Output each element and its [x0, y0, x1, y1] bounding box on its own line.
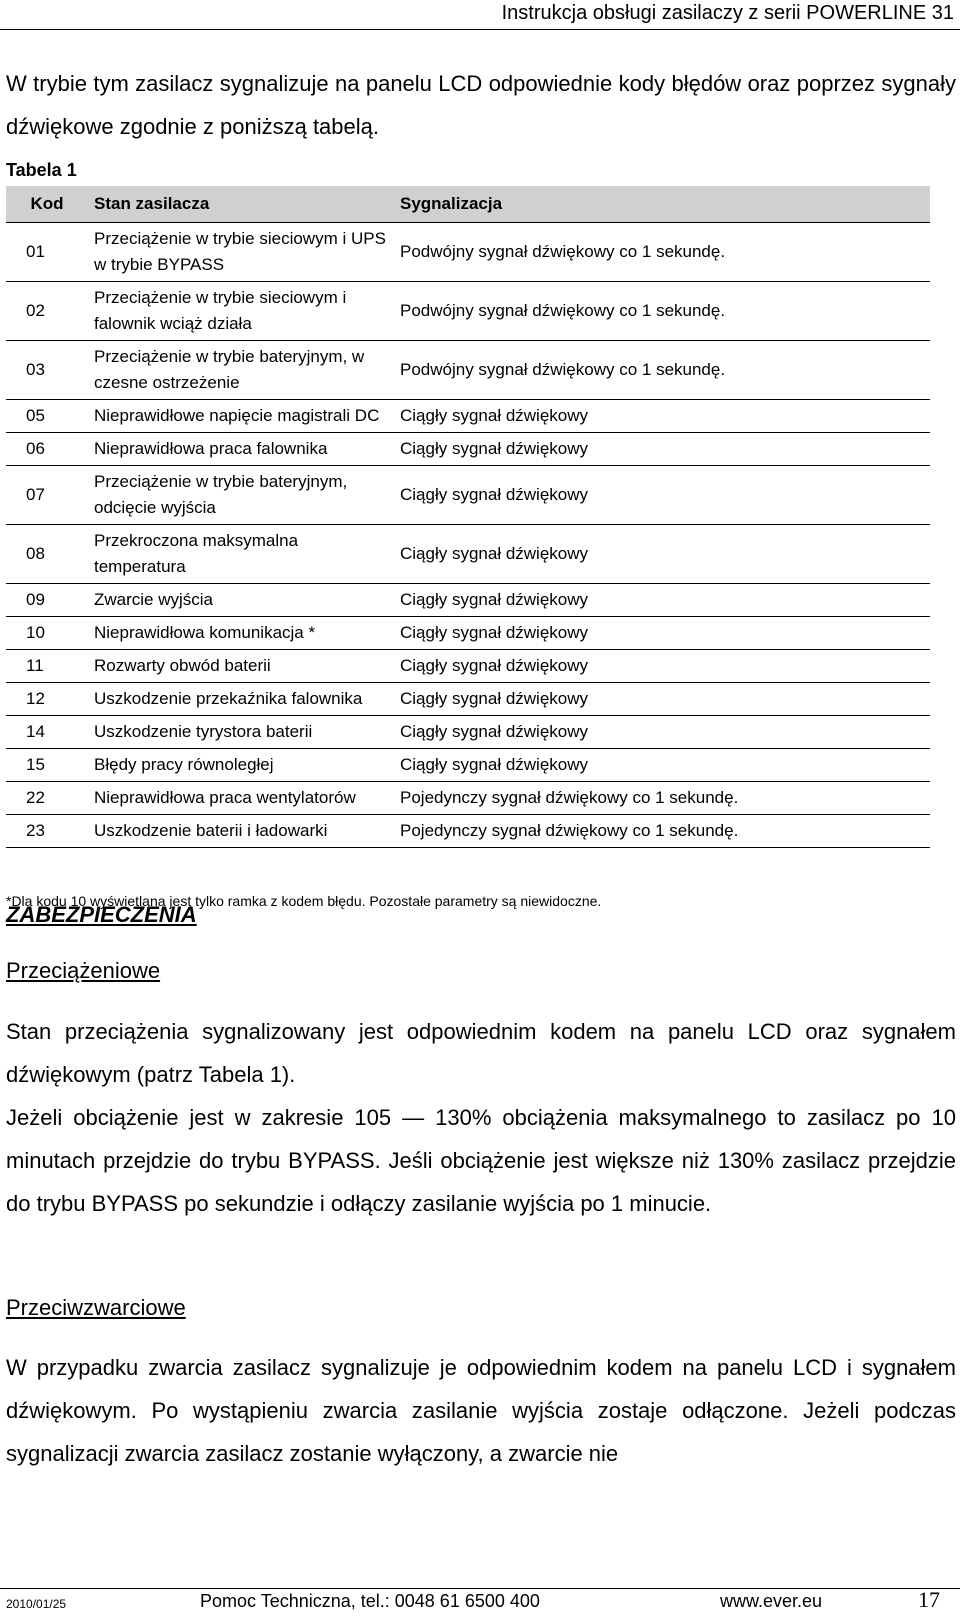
code-cell: 07 [6, 466, 88, 525]
table-row [6, 525, 930, 584]
state-cell: Przeciążenie w trybie bateryjnym, w czesne ostrzeżenie [88, 341, 394, 400]
intro-paragraph: W trybie tym zasilacz sygnalizuje na panelu LCD odpowiednie kody błędów oraz poprzez sygnały dźwiękowe zgodnie z poniższą tabelą. [6, 71, 956, 139]
subsection-title-overload: Przeciążeniowe [6, 958, 161, 983]
table-row [6, 466, 930, 525]
table-row [6, 782, 930, 815]
signal-cell: Podwójny sygnał dźwiękowy co 1 sekundę. [394, 223, 930, 282]
state-cell: Zwarcie wyjścia [88, 584, 394, 617]
state-cell: Rozwarty obwód baterii [88, 650, 394, 683]
table-row [6, 815, 930, 848]
overload-paragraph-2: Jeżeli obciążenie jest w zakresie 105 — 130% obciążenia maksymalnego to zasilacz po 10 minutach przejdzie do trybu BYPASS. Jeśli obciążenie jest większe niż 130% zasilacz przejdzie do trybu BYPASS po sekundzie i odłączy zasilanie wyjścia po 1 minucie. [6, 1105, 956, 1216]
table-row [6, 584, 930, 617]
table-row [6, 282, 930, 341]
table-row [6, 683, 930, 716]
subsection-title-short-circuit: Przeciwzwarciowe [6, 1295, 186, 1320]
overload-paragraph-1: Stan przeciążenia sygnalizowany jest odpowiednim kodem na panelu LCD oraz sygnałem dźwiękowym (patrz Tabela 1). [6, 1019, 956, 1087]
table-row [6, 617, 930, 650]
code-cell: 03 [6, 341, 88, 400]
signal-cell: Ciągły sygnał dźwiękowy [394, 400, 930, 433]
table-row [6, 223, 930, 282]
code-cell: 01 [6, 223, 88, 282]
code-cell: 09 [6, 584, 88, 617]
signal-cell: Pojedynczy sygnał dźwiękowy co 1 sekundę. [394, 782, 930, 815]
table-title: Tabela 1 [6, 160, 77, 180]
table-header-row [6, 186, 930, 223]
code-cell: 08 [6, 525, 88, 584]
signal-cell: Ciągły sygnał dźwiękowy [394, 650, 930, 683]
document-title: Instrukcja obsługi zasilaczy z serii POWERLINE 31 [501, 2, 954, 24]
state-cell: Przekroczona maksymalna temperatura [88, 525, 394, 584]
signal-cell: Ciągły sygnał dźwiękowy [394, 525, 930, 584]
code-cell: 23 [6, 815, 88, 848]
state-cell: Przeciążenie w trybie sieciowym i falownik wciąż działa [88, 282, 394, 341]
table-body [6, 223, 930, 848]
code-cell: 02 [6, 282, 88, 341]
state-cell: Nieprawidłowa komunikacja * [88, 617, 394, 650]
signal-cell: Podwójny sygnał dźwiękowy co 1 sekundę. [394, 341, 930, 400]
signal-cell: Ciągły sygnał dźwiękowy [394, 466, 930, 525]
code-cell: 14 [6, 716, 88, 749]
column-header-signal: Sygnalizacja [394, 186, 930, 223]
column-header-state: Stan zasilacza [88, 186, 394, 223]
state-cell: Uszkodzenie przekaźnika falownika [88, 683, 394, 716]
table-row [6, 716, 930, 749]
footer-date: 2010/01/25 [6, 1597, 67, 1611]
table-footnote: *Dla kodu 10 wyświetlana jest tylko ramka z kodem błędu. Pozostałe parametry są niewidoczne. [6, 893, 602, 909]
signal-cell: Ciągły sygnał dźwiękowy [394, 617, 930, 650]
code-cell: 12 [6, 683, 88, 716]
footer-divider [0, 1588, 960, 1589]
code-cell: 15 [6, 749, 88, 782]
state-cell: Nieprawidłowe napięcie magistrali DC [88, 400, 394, 433]
signal-cell: Ciągły sygnał dźwiękowy [394, 584, 930, 617]
short-circuit-paragraph: W przypadku zwarcia zasilacz sygnalizuje je odpowiednim kodem na panelu LCD i sygnałem dźwiękowym. Po wystąpieniu zwarcia zasilanie wyjścia zostaje odłączone. Jeżeli podczas sygnalizacji zwarcia zasilacz zostanie wyłączony, a zwarcie nie [6, 1355, 956, 1466]
state-cell: Nieprawidłowa praca falownika [88, 433, 394, 466]
state-cell: Przeciążenie w trybie bateryjnym, odcięcie wyjścia [88, 466, 394, 525]
table-row [6, 433, 930, 466]
code-cell: 10 [6, 617, 88, 650]
state-cell: Przeciążenie w trybie sieciowym i UPS w trybie BYPASS [88, 223, 394, 282]
table-row [6, 650, 930, 683]
footer-website: www.ever.eu [720, 1591, 823, 1611]
code-cell: 22 [6, 782, 88, 815]
state-cell: Błędy pracy równoległej [88, 749, 394, 782]
signal-cell: Ciągły sygnał dźwiękowy [394, 433, 930, 466]
column-header-code: Kod [6, 186, 88, 223]
page-number: 17 [918, 1587, 940, 1612]
signal-cell: Ciągły sygnał dźwiękowy [394, 749, 930, 782]
code-cell: 06 [6, 433, 88, 466]
signal-cell: Ciągły sygnał dźwiękowy [394, 683, 930, 716]
error-codes-table [6, 186, 930, 848]
code-cell: 11 [6, 650, 88, 683]
code-cell: 05 [6, 400, 88, 433]
table-row [6, 400, 930, 433]
footer-contact: Pomoc Techniczna, tel.: 0048 61 6500 400 [200, 1591, 540, 1611]
signal-cell: Ciągły sygnał dźwiękowy [394, 716, 930, 749]
page-header [0, 0, 960, 30]
signal-cell: Pojedynczy sygnał dźwiękowy co 1 sekundę. [394, 815, 930, 848]
state-cell: Nieprawidłowa praca wentylatorów [88, 782, 394, 815]
section-title-protection: ZABEZPIECZENIA [6, 902, 197, 927]
state-cell: Uszkodzenie baterii i ładowarki [88, 815, 394, 848]
state-cell: Uszkodzenie tyrystora baterii [88, 716, 394, 749]
table-row [6, 341, 930, 400]
signal-cell: Podwójny sygnał dźwiękowy co 1 sekundę. [394, 282, 930, 341]
table-row [6, 749, 930, 782]
